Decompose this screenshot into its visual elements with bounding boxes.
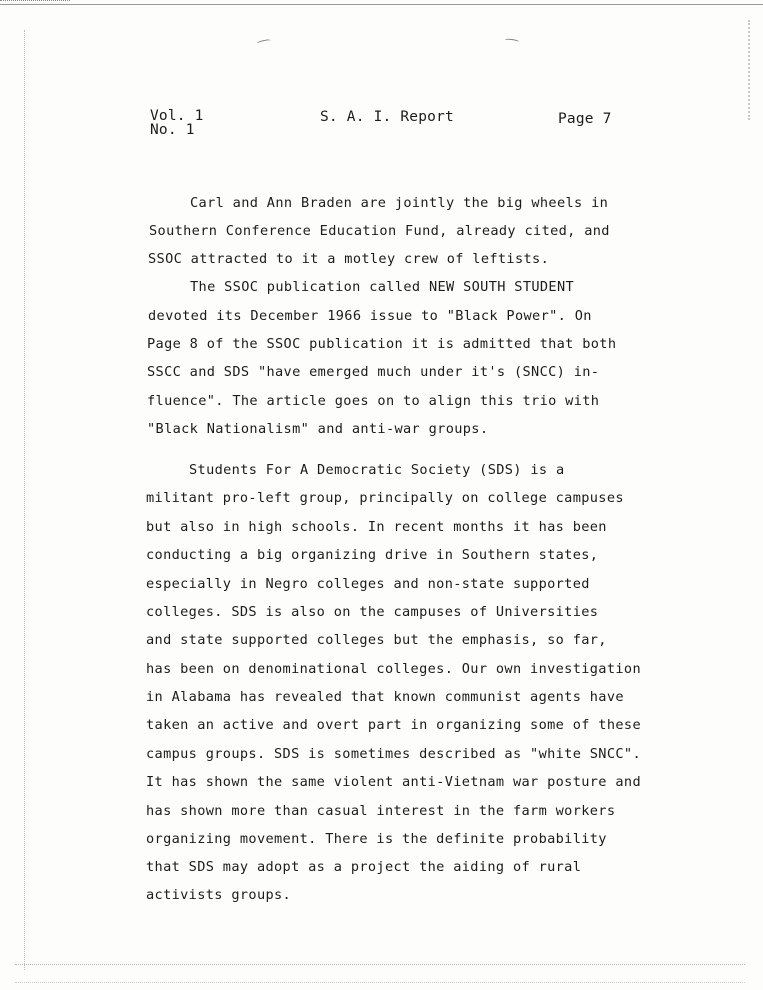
- text-line: Carl and Ann Braden are jointly the big wheels in: [190, 195, 609, 211]
- scan-artifact-left-edge: [24, 30, 25, 970]
- text-line: SSCC and SDS "have emerged much under it's (SNCC) in-: [147, 364, 600, 380]
- scan-mark: [257, 39, 272, 46]
- text-line: Southern Conference Education Fund, already cited, and: [149, 223, 610, 239]
- text-line: organizing movement. There is the definite probability: [146, 831, 607, 847]
- text-line: especially in Negro colleges and non-state supported: [146, 576, 590, 592]
- number-label: No. 1: [150, 122, 195, 138]
- text-line: fluence". The article goes on to align this trio with: [147, 393, 600, 409]
- text-line: has been on denominational colleges. Our own investigation: [146, 661, 641, 677]
- text-line: and state supported colleges but the emphasis, so far,: [146, 632, 607, 648]
- volume-label: Vol. 1: [150, 108, 204, 124]
- text-line: It has shown the same violent anti-Vietnam war posture and: [146, 774, 641, 790]
- text-line: Students For A Democratic Society (SDS) is a: [189, 462, 565, 478]
- text-line: that SDS may adopt as a project the aiding of rural: [146, 859, 582, 875]
- report-title: S. A. I. Report: [320, 109, 454, 125]
- page-number: Page 7: [558, 111, 612, 127]
- text-line: "Black Nationalism" and anti-war groups.: [147, 421, 489, 437]
- scan-mark: [505, 38, 519, 44]
- text-line: colleges. SDS is also on the campuses of Universities: [146, 604, 599, 620]
- text-line: has shown more than casual interest in the farm workers: [146, 803, 616, 819]
- text-line: devoted its December 1966 issue to "Black Power". On: [148, 308, 592, 324]
- text-line: activists groups.: [146, 887, 292, 903]
- scan-artifact-bottom-edge-2: [15, 982, 745, 983]
- scan-artifact-bottom-edge: [15, 964, 745, 965]
- text-line: SSOC attracted to it a motley crew of leftists.: [148, 251, 550, 267]
- text-line: campus groups. SDS is sometimes described as "white SNCC".: [146, 746, 641, 762]
- scan-artifact-top-rule: [0, 4, 763, 5]
- scan-artifact-right-edge: [748, 20, 750, 120]
- text-line: militant pro-left group, principally on college campuses: [146, 490, 624, 506]
- text-line: conducting a big organizing drive in Southern states,: [146, 547, 599, 563]
- text-line: in Alabama has revealed that known communist agents have: [146, 689, 624, 705]
- text-line: Page 8 of the SSOC publication it is admitted that both: [147, 336, 617, 352]
- text-line: taken an active and overt part in organizing some of these: [146, 717, 641, 733]
- text-line: but also in high schools. In recent months it has been: [146, 519, 607, 535]
- text-line: The SSOC publication called NEW SOUTH STUDENT: [190, 279, 575, 295]
